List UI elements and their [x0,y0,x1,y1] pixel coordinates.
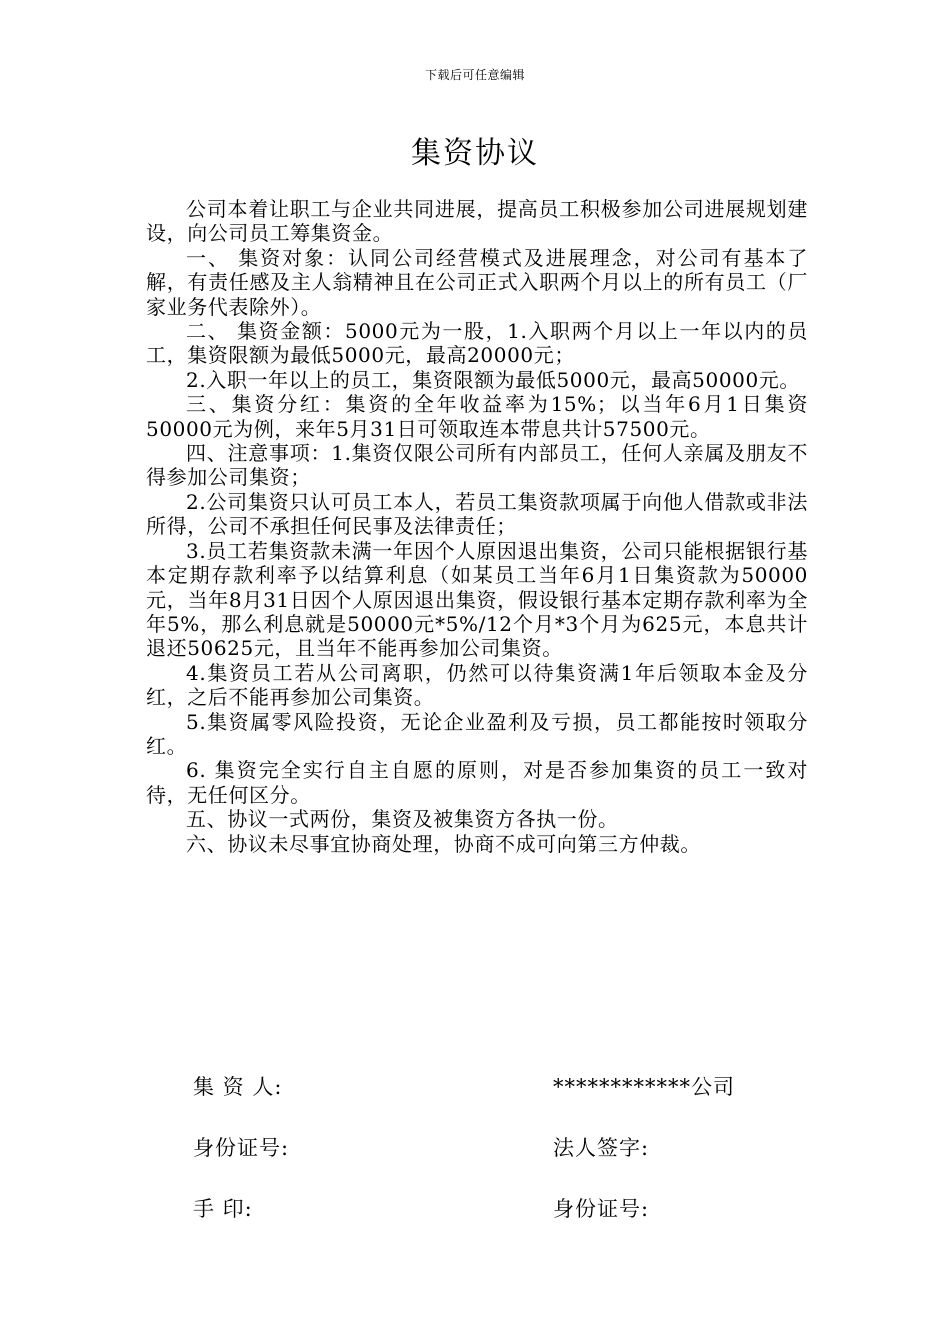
investor-label: 集 资 人: [193,1075,283,1099]
agreement-body [146,197,808,856]
fingerprint-label: 手 印: [193,1197,253,1221]
page-title: 集资协议 [411,136,539,171]
paragraph-notice-6: 6. 集资完全实行自主自愿的原则，对是否参加集资的员工一致对待，无任何区分。 [146,758,808,807]
paragraph-dividend: 三、集资分红：集资的全年收益率为15%；以当年6月1日集资50000元为例，来年5月31日可领取连本带息共计57500元。 [146,392,808,441]
paragraph-intro: 公司本着让职工与企业共同进展，提高员工积极参加公司进展规划建设，向公司员工筹集资金。 [146,197,808,246]
paragraph-copies: 五、协议一式两份，集资及被集资方各执一份。 [186,807,619,832]
paragraph-arbitration: 六、协议未尽事宜协商处理，协商不成可向第三方仲裁。 [186,831,701,856]
paragraph-notice-5: 5.集资属零风险投资，无论企业盈利及亏损，员工都能按时领取分红。 [146,709,808,758]
header-note: 下载后可任意编辑 [424,68,525,82]
paragraph-investment-amount-2: 2.入职一年以上的员工，集资限额为最低5000元，最高50000元。 [186,367,801,392]
paragraph-notice-4: 4.集资员工若从公司离职，仍然可以待集资满1年后领取本金及分红，之后不能再参加公司集资。 [146,660,808,710]
paragraph-notice-3: 3.员工若集资款未满一年因个人原因退出集资，公司只能根据银行基本定期存款利率予以结算利息（如某员工当年6月1日集资款为50000元，当年8月31日因个人原因退出集资，假设银行基本定期存款利率为全年5%，那么利息就是50000元*5%/12个月*3个月为625元，本息共计退还50625元，且当年不能再参加公司集资。 [146,538,808,661]
legal-rep-id-label: 身份证号: [553,1197,650,1221]
paragraph-notice-1: 四、注意事项：1.集资仅限公司所有内部员工，任何人亲属及朋友不得参加公司集资； [146,441,808,490]
company-name-label: ************公司 [553,1075,735,1099]
paragraph-investment-amount: 二、 集资金额：5000元为一股，1.入职两个月以上一年以内的员工，集资限额为最低5000元，最高20000元； [146,319,808,368]
legal-rep-signature-label: 法人签字: [553,1136,650,1160]
paragraph-notice-2: 2.公司集资只认可员工本人，若员工集资款项属于向他人借款或非法所得，公司不承担任何民事及法律责任； [146,489,808,539]
paragraph-investment-target: 一、 集资对象：认同公司经营模式及进展理念，对公司有基本了解，有责任感及主人翁精神且在公司正式入职两个月以上的所有员工（厂家业务代表除外）。 [146,245,808,319]
investor-id-label: 身份证号: [193,1136,290,1160]
